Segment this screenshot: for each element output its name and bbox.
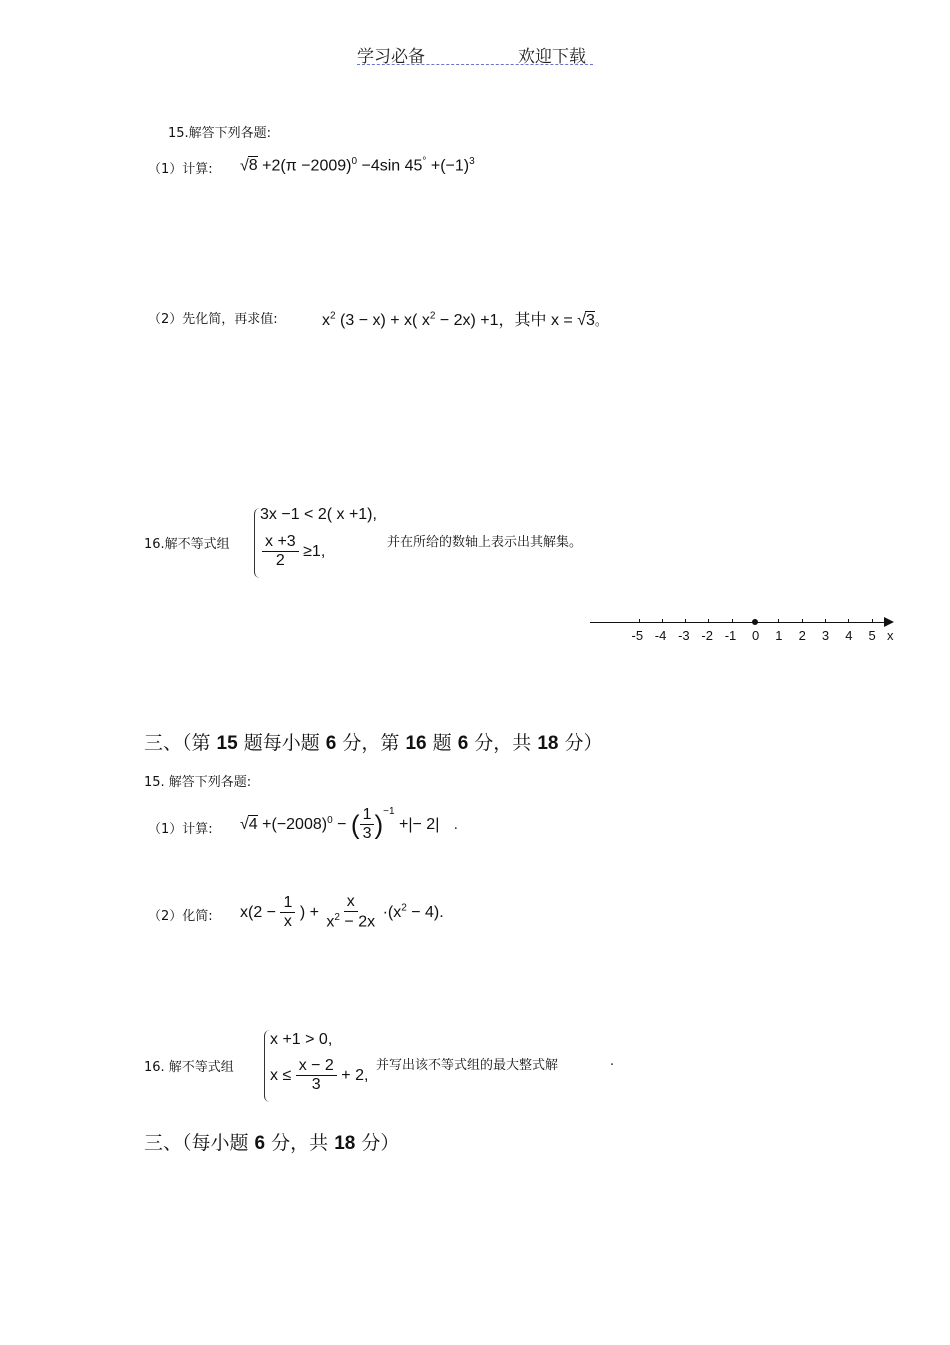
axis-tick: [685, 619, 686, 623]
axis-tick: [825, 619, 826, 623]
axis-tick: [872, 619, 873, 623]
sqrt-symbol: √: [577, 312, 587, 329]
q16-ineq-2-2: x ≤ $\frac{x - 2}{3}$ + 2,: [270, 1057, 369, 1094]
q16-label: 16.解不等式组: [144, 537, 230, 552]
axis-tick: [755, 619, 756, 623]
left-paren: (: [350, 809, 360, 840]
q16-ineq-2: $\frac{x +3}{2}$ ≥1,: [262, 533, 325, 571]
q15-1-label: （1）计算:: [148, 162, 213, 177]
axis-tick: [708, 619, 709, 623]
q15-1-label-2: （1）计算:: [148, 822, 213, 837]
q16-ineq-1-2: x +1 > 0,: [270, 1031, 333, 1048]
section-heading-b: 三、（每小题 6 分，共 18 分）: [144, 1132, 400, 1154]
q16-instruction: 并在所给的数轴上表示出其解集。: [387, 535, 583, 550]
axis-tick-label: 1: [775, 628, 783, 643]
q15-1-expression: $√8 +2(\pi -2009)^0 -4\sin$ $45^\circ +(-1)^3$: [240, 156, 475, 175]
q16-ineq-1: 3x −1 < 2( x +1),: [260, 506, 377, 523]
q15-2-label: （2）先化简，再求值:: [148, 312, 278, 327]
header-left: 学习必备: [357, 47, 425, 67]
q15-2-expression: $x^2$ (3 − x) + x( $x^2 - 2x) +1$，其中 x = √3。: [322, 310, 608, 329]
header-right: 欢迎下载: [518, 47, 586, 67]
axis-arrow-icon: [884, 617, 894, 627]
axis-tick-label: 4: [845, 628, 853, 643]
axis-tick-label: 3: [821, 628, 830, 643]
q16-instruction-2: 并写出该不等式组的最大整式解: [376, 1058, 559, 1073]
q16-label-2: 16. 解不等式组: [144, 1060, 234, 1075]
q15-1-expression-2: $√4 +(-2008)^0$ − ( $\frac{1}{3}$ )$^{-1}$ +|− 2| .: [240, 806, 458, 843]
axis-tick: [639, 619, 640, 623]
q15-2-label-2: （2）化简:: [148, 909, 213, 924]
axis-line: [590, 622, 886, 623]
sqrt-symbol: √: [240, 816, 249, 834]
axis-tick-label: -2: [701, 628, 713, 643]
axis-tick-label: 2: [798, 628, 806, 643]
axis-tick-label: -3: [678, 628, 690, 643]
q15-title: 15.解答下列各题:: [168, 126, 272, 141]
axis-tick: [662, 619, 663, 623]
axis-tick: [778, 619, 779, 623]
axis-tick-label: 0: [752, 628, 760, 643]
axis-tick-label: -5: [631, 628, 644, 643]
header-dashed-rule: [357, 64, 593, 65]
q15-title-2: 15. 解答下列各题:: [144, 775, 252, 790]
section-heading-a: 三、（第 15 题每小题 6 分，第 16 题 6 分，共 18 分）: [144, 732, 603, 754]
axis-tick-label: -4: [654, 628, 667, 643]
axis-tick-label: 5: [868, 628, 876, 643]
sqrt-symbol: √: [240, 157, 249, 175]
axis-tick-label: -1: [724, 628, 737, 643]
axis-tick: [732, 619, 733, 623]
q16-end-dot: .: [610, 1054, 615, 1069]
right-paren: ): [374, 809, 384, 840]
axis-tick: [802, 619, 803, 623]
axis-tick: [848, 619, 849, 623]
q15-2-expression-2: x(2 − $\frac{1}{x}$ ) + $\frac{x}{x^2 - 2x}$ $\cdot(x^2 - 4)$.: [240, 893, 444, 931]
axis-name-label: x: [887, 628, 894, 643]
